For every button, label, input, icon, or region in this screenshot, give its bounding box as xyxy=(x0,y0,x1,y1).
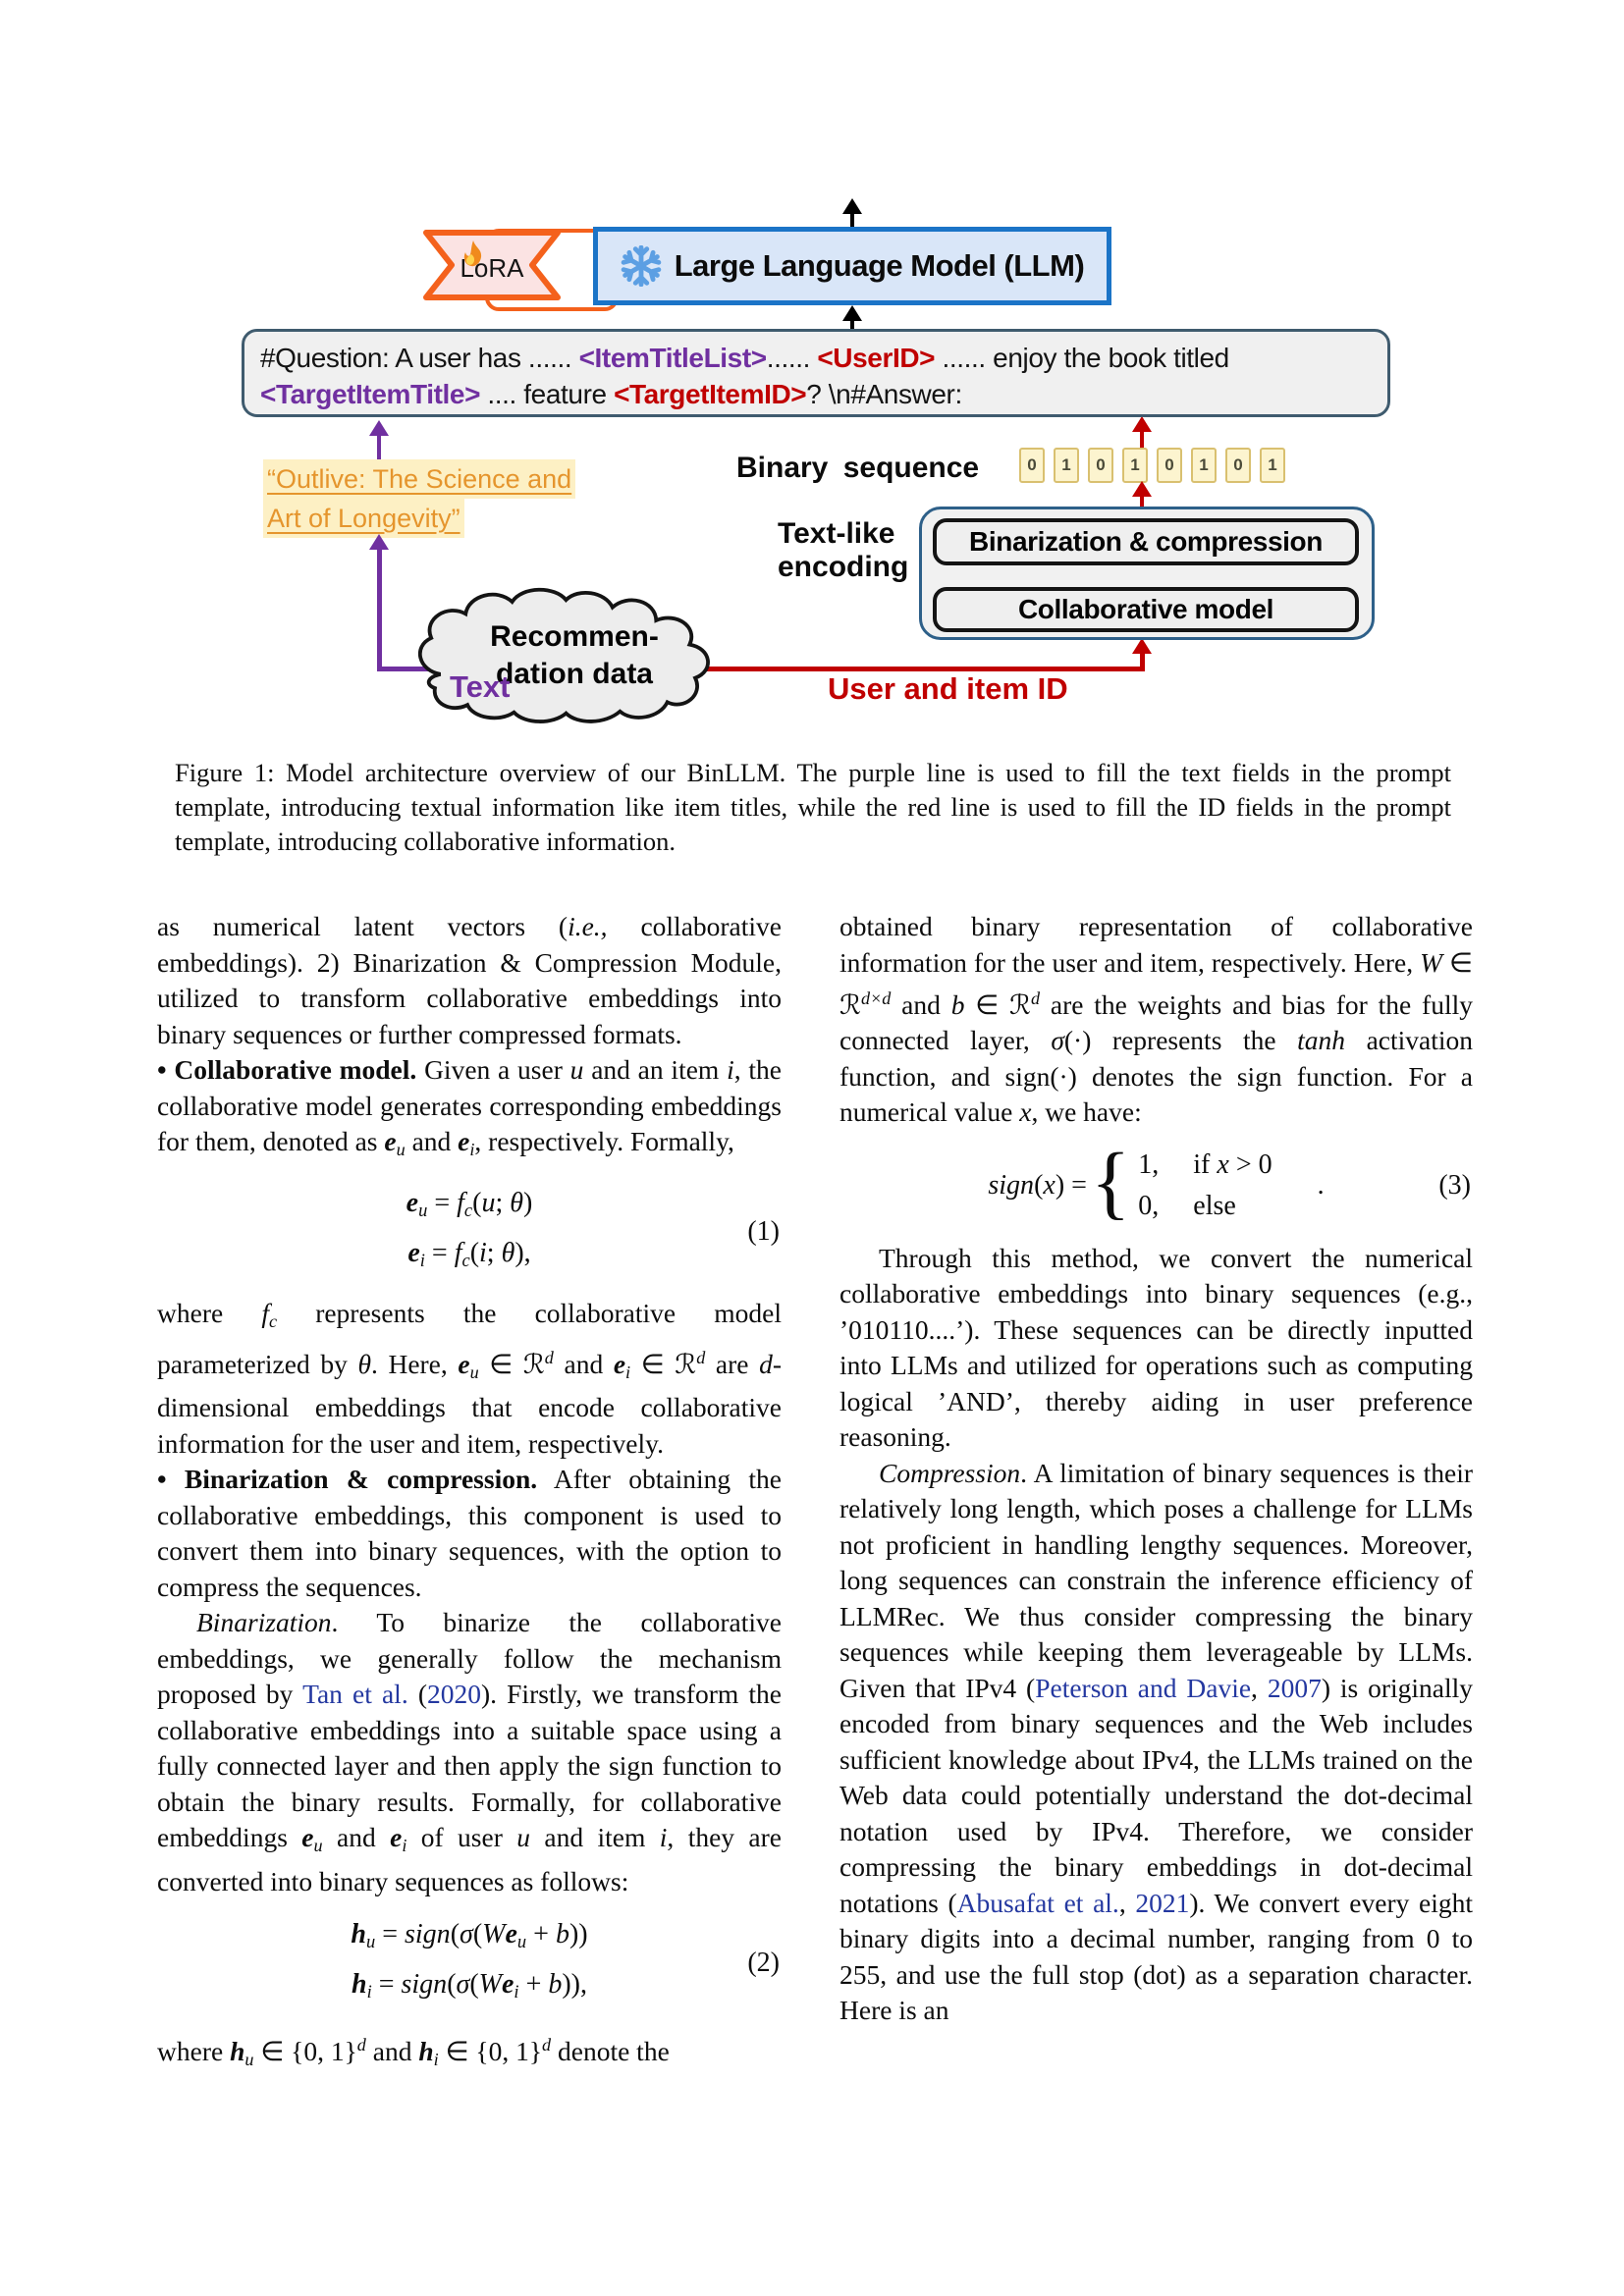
text-segment: u xyxy=(516,1822,531,1853)
text-segment: u xyxy=(365,1932,376,1952)
text-segment: ). We convert every eight binary digits into a decimal number, ranging from 0 to 255, and use the full stop (dot) as a separation character. Here is an xyxy=(839,1887,1474,2026)
text-segment: sign xyxy=(405,1919,451,1950)
text-segment: + xyxy=(518,1969,549,2001)
cloud-line-1: Recommen- xyxy=(490,620,659,653)
text-segment: θ xyxy=(357,1348,371,1379)
text-segment: W xyxy=(482,1919,506,1950)
text-segment: of user xyxy=(406,1822,517,1853)
text-segment: h xyxy=(351,1969,367,2001)
arrow-line-title-to-prompt xyxy=(377,435,381,459)
text-segment: else xyxy=(1193,1190,1236,1221)
text-segment: )), xyxy=(562,1969,588,2001)
paragraph xyxy=(157,1052,782,1168)
arrow-line-encoder-to-binary xyxy=(1140,495,1144,507)
cases-body xyxy=(1138,1145,1272,1227)
text-segment: e xyxy=(407,1237,420,1268)
text-segment: c xyxy=(461,1250,470,1270)
binarization-compression-box: Binarization & compression xyxy=(933,518,1359,565)
text-segment: and xyxy=(891,988,951,1020)
text-segment: ∈ ℛ xyxy=(964,988,1031,1020)
citation-link[interactable]: 2021 xyxy=(1135,1887,1190,1918)
item-title-line-1: “Outlive: The Science and xyxy=(263,459,575,499)
text-segment: denote the xyxy=(551,2036,670,2067)
equation-line xyxy=(406,1182,533,1232)
text-segment: e xyxy=(390,1822,403,1853)
text-segment: i xyxy=(514,1982,519,2002)
citation-link[interactable]: Peterson and Davie xyxy=(1035,1672,1252,1703)
equation-number: (1) xyxy=(747,1215,780,1247)
text-segment: .... feature xyxy=(480,379,615,409)
arrow-line-prompt-to-llm xyxy=(850,319,854,329)
binary-digit: 0 xyxy=(1088,448,1113,483)
text-segment: ) = xyxy=(1055,1169,1087,1201)
citation-link[interactable]: 2020 xyxy=(426,1679,481,1710)
text-segment: u xyxy=(418,1200,428,1220)
paragraph xyxy=(157,2027,782,2078)
text-segment: ) xyxy=(523,1187,533,1218)
text-segment: d xyxy=(544,1347,554,1367)
prompt-template-box xyxy=(242,329,1390,417)
text-segment: tanh xyxy=(1297,1025,1346,1056)
text-segment: u xyxy=(469,1362,479,1382)
text-segment: #Question: A user has ...... xyxy=(260,343,579,373)
text-segment: h xyxy=(418,2036,434,2067)
paragraph xyxy=(157,1462,782,1605)
text-segment: ( xyxy=(407,1679,427,1710)
prompt-line-2 xyxy=(260,376,1372,412)
snowflake-icon xyxy=(621,245,662,287)
text-segment: d xyxy=(759,1348,773,1379)
item-title-line-2: Art of Longevity” xyxy=(263,499,464,538)
text-segment: , the collaborative model generates corresponding embeddings for them, denoted as xyxy=(157,1054,782,1156)
text-segment: = xyxy=(424,1237,455,1268)
equation-1 xyxy=(157,1182,782,1282)
item-title-text xyxy=(263,459,617,538)
text-segment: and an item xyxy=(583,1054,728,1085)
binary-digit: 1 xyxy=(1191,448,1217,483)
text-segment: b xyxy=(555,1919,569,1950)
text-segment: . Here, xyxy=(370,1348,459,1379)
text-segment: ( xyxy=(472,1919,483,1950)
case-row xyxy=(1138,1145,1272,1186)
text-segment: . To binarize the collaborative embeddings, we generally follow the mechanism proposed by xyxy=(157,1607,782,1710)
text-segment: where xyxy=(157,2036,231,2067)
text-segment: i xyxy=(727,1054,734,1085)
purple-edge-vertical xyxy=(377,548,382,671)
cases-brace: { xyxy=(1090,1137,1131,1229)
left-column xyxy=(157,909,782,2078)
text-segment: After obtaining the collaborative embeddings, this component is used to convert them into binary sequences, with the option to compress the sequences. xyxy=(157,1464,783,1602)
text-segment: b xyxy=(950,988,965,1020)
text-segment: f xyxy=(457,1187,464,1218)
text-segment: W xyxy=(1420,946,1443,978)
paragraph xyxy=(157,1296,782,1462)
text-segment: • Collaborative model. xyxy=(157,1054,417,1085)
text-segment: e xyxy=(406,1187,419,1218)
red-edge-vertical xyxy=(1140,652,1145,668)
text-segment: ( xyxy=(1034,1169,1044,1201)
equation-line xyxy=(351,1913,587,1963)
text-segment: u xyxy=(313,1836,323,1856)
text-segment: if xyxy=(1193,1148,1218,1180)
paragraph xyxy=(157,1605,782,1899)
right-column xyxy=(839,909,1473,2029)
binary-digit: 1 xyxy=(1122,448,1148,483)
equation-number: (2) xyxy=(747,1948,780,1979)
text-segment: f xyxy=(261,1297,269,1328)
text-segment: c xyxy=(268,1311,278,1331)
text-segment: ), xyxy=(514,1237,531,1268)
text-edge-label: Text xyxy=(450,669,511,704)
text-segment: ; xyxy=(486,1237,502,1268)
text-segment: Compression xyxy=(879,1457,1021,1488)
case-value: 1, xyxy=(1138,1148,1160,1180)
paragraph xyxy=(839,909,1473,1131)
text-segment: ). Firstly, we transform the collaborative embeddings into a suitable space using a fully connected layer and then apply the sign function to obtain the binary results. Formally, for collaborative embeddings xyxy=(157,1679,782,1853)
text-like-line-1: Text-like xyxy=(778,517,895,550)
text-like-line-2: encoding xyxy=(778,551,909,583)
text-segment: ? \n#Answer: xyxy=(806,379,962,409)
binary-digit: 0 xyxy=(1019,448,1045,483)
text-segment: ∈ ℛ xyxy=(478,1348,545,1379)
llm-box xyxy=(593,227,1111,305)
text-segment: and xyxy=(405,1126,459,1156)
text-segment: )) xyxy=(568,1919,588,1950)
arrow-line-binary-to-prompt xyxy=(1140,430,1144,448)
text-segment: e xyxy=(458,1126,470,1156)
text-segment: ∈ {0, 1} xyxy=(253,2036,357,2067)
llm-label: Large Language Model (LLM) xyxy=(674,248,1085,283)
citation-link[interactable]: Abusafat et al. xyxy=(956,1887,1119,1918)
text-segment: i.e., xyxy=(568,911,608,941)
text-segment: d xyxy=(542,2035,552,2056)
text-segment: i xyxy=(625,1362,631,1382)
text-segment: i xyxy=(469,1140,475,1160)
binary-digit: 0 xyxy=(1157,448,1182,483)
text-segment: , we have: xyxy=(1031,1096,1142,1128)
text-segment: i xyxy=(659,1822,668,1853)
text-segment: sign xyxy=(988,1169,1035,1201)
text-segment: = xyxy=(375,1919,405,1950)
text-segment: ) is originally encoded from binary sequences and the Web includes sufficient knowledge about IPv4, the LLMs trained on the Web data could potentially understand the dot-decimal notation used by IPv4. Therefore, we consider compressing the binary embeddings in dot-decimal notations ( xyxy=(839,1672,1473,1918)
case-value: 0, xyxy=(1138,1190,1160,1221)
text-segment: <ItemTitleList> xyxy=(578,343,767,373)
text-segment: ( xyxy=(469,1237,480,1268)
arrow-line-llm-output xyxy=(850,213,854,228)
text-segment: (·) represents the xyxy=(1063,1025,1298,1056)
text-segment: e xyxy=(501,1969,514,2001)
text-segment: x xyxy=(1043,1169,1056,1201)
text-segment: activation function, and sign(·) denotes the sign function. For a numerical value xyxy=(839,1025,1474,1128)
text-like-encoding-label xyxy=(778,517,908,584)
text-segment: i xyxy=(366,1982,372,2002)
text-segment: and xyxy=(322,1822,391,1853)
text-segment: u xyxy=(396,1140,406,1160)
text-segment: obtained binary representation of collaborative information for the user and item, respectively. Here, xyxy=(839,911,1473,978)
text-segment: and item xyxy=(530,1822,660,1853)
text-segment: i xyxy=(433,2050,439,2070)
text-segment: i xyxy=(419,1250,425,1270)
paragraph xyxy=(157,909,782,1052)
text-segment: > 0 xyxy=(1228,1148,1272,1180)
text-segment: e xyxy=(505,1919,517,1950)
text-segment: ∈ ℛ xyxy=(839,946,1473,1020)
equation-3 xyxy=(839,1137,1473,1229)
text-segment: = xyxy=(427,1187,458,1218)
prompt-line-1 xyxy=(260,340,1372,376)
text-segment: h xyxy=(230,2036,245,2067)
text-segment: σ xyxy=(460,1919,473,1950)
arrow-up-title-to-prompt xyxy=(369,420,389,436)
text-segment: + xyxy=(526,1919,556,1950)
text-segment: , xyxy=(1118,1887,1136,1918)
text-segment: <UserID> xyxy=(817,343,936,373)
text-segment: ; xyxy=(495,1187,511,1218)
text-segment: θ xyxy=(510,1187,523,1218)
text-segment: Through this method, we convert the numerical collaborative embeddings into binary sequences (e.g., ’010110....’). These sequences can be directly inputted into LLMs and utilized for operations such as computing logical ’AND’, thereby aiding in user preference reasoning. xyxy=(839,1242,1473,1453)
text-segment: <TargetItemID> xyxy=(614,379,807,409)
text-segment: and xyxy=(553,1348,614,1379)
equation-lead xyxy=(988,1164,1087,1207)
text-segment: Given a user xyxy=(416,1054,570,1085)
figure-caption: Figure 1: Model architecture overview of our BinLLM. The purple line is used to fill the text fields in the prompt template, introducing textual information like item titles, while the red line is used to fill the ID fields in the prompt template, introducing collaborative information. xyxy=(175,758,1451,856)
binary-digit: 1 xyxy=(1054,448,1079,483)
equation-tail: . xyxy=(1317,1169,1325,1201)
binary-digit: 0 xyxy=(1225,448,1251,483)
text-segment: ∈ ℛ xyxy=(630,1348,697,1379)
text-segment: , xyxy=(1251,1672,1268,1703)
equation-line xyxy=(352,1963,587,2013)
text-segment: -dimensional embeddings that encode collaborative information for the user and item, respectively. xyxy=(157,1348,782,1459)
text-segment: are xyxy=(705,1348,760,1379)
text-segment: e xyxy=(384,1126,397,1156)
text-segment: • Binarization & compression. xyxy=(157,1464,538,1495)
equation-line xyxy=(407,1232,530,1282)
text-segment: and xyxy=(365,2036,419,2067)
citation-link[interactable]: Tan et al. xyxy=(302,1679,408,1710)
equation-2 xyxy=(157,1913,782,2013)
text-segment: u xyxy=(516,1932,527,1952)
text-segment: = xyxy=(371,1969,402,2001)
case-condition xyxy=(1193,1186,1236,1227)
equation-number: (3) xyxy=(1438,1169,1471,1201)
id-edge-label: User and item ID xyxy=(828,671,1068,706)
text-segment: i xyxy=(479,1237,487,1268)
text-segment: u xyxy=(569,1054,584,1085)
text-segment: ∈ {0, 1} xyxy=(438,2036,543,2067)
text-segment: x xyxy=(1217,1148,1229,1180)
text-segment: σ xyxy=(456,1969,470,2001)
collaborative-model-box: Collaborative model xyxy=(933,587,1359,632)
text-segment: e xyxy=(458,1348,470,1379)
text-segment: ...... enjoy the book titled xyxy=(935,343,1229,373)
arrow-up-llm-output xyxy=(842,198,862,214)
text-segment: x xyxy=(1019,1096,1032,1128)
case-row xyxy=(1138,1186,1272,1227)
text-segment: c xyxy=(463,1200,473,1220)
text-segment: , respectively. Formally, xyxy=(474,1126,734,1156)
text-segment: d xyxy=(1031,988,1041,1008)
lora-label: LoRA xyxy=(460,253,524,283)
text-segment: h xyxy=(351,1919,366,1950)
text-segment: ( xyxy=(450,1919,460,1950)
text-segment: are the weights and bias for the fully connected layer, xyxy=(839,988,1473,1056)
cloud-line-2: dation data xyxy=(495,658,653,690)
text-segment: ...... xyxy=(766,343,818,373)
text-segment: ( xyxy=(469,1969,479,2001)
text-segment: , they are converted into binary sequences as follows: xyxy=(157,1822,782,1896)
text-segment: where xyxy=(157,1297,262,1328)
binary-sequence-label: Binary sequence xyxy=(736,452,980,484)
case-condition xyxy=(1193,1145,1272,1186)
text-segment: d×d xyxy=(860,988,892,1008)
text-segment: θ xyxy=(501,1237,515,1268)
text-segment: . A limitation of binary sequences is their relatively long length, which poses a challenge for LLMs not proficient in handling lengthy sequences. Moreover, long sequences can constrain the inference efficiency of LLMRec. We thus consider compressing the binary sequences while keeping them leverageable by LLMs. Given that IPv4 ( xyxy=(839,1457,1473,1703)
text-segment: f xyxy=(454,1237,462,1268)
text-segment: e xyxy=(301,1822,314,1853)
text-segment: d xyxy=(356,2035,366,2056)
paragraph xyxy=(839,1456,1473,2029)
text-segment: ( xyxy=(472,1187,482,1218)
text-segment: u xyxy=(244,2050,254,2070)
text-segment: i xyxy=(402,1836,407,1856)
binary-digit: 1 xyxy=(1260,448,1285,483)
text-segment: sign xyxy=(401,1969,448,2001)
text-segment: represents the collaborative model parameterized by xyxy=(157,1297,782,1379)
paragraph xyxy=(839,1241,1473,1456)
text-segment: σ xyxy=(1051,1025,1064,1056)
text-segment: W xyxy=(478,1969,502,2001)
text-segment: u xyxy=(481,1187,496,1218)
citation-link[interactable]: 2007 xyxy=(1267,1672,1322,1703)
text-segment: <TargetItemTitle> xyxy=(260,379,481,409)
text-segment: d xyxy=(696,1347,706,1367)
text-segment: ( xyxy=(447,1969,457,2001)
text-segment: collaborative embeddings). 2) Binarization & Compression Module, utilized to transform collaborative embeddings into binary sequences or further compressed formats. xyxy=(157,911,782,1049)
binary-digit-row xyxy=(1019,448,1285,483)
text-segment: b xyxy=(548,1969,563,2001)
text-segment: e xyxy=(613,1348,626,1379)
text-segment: Binarization xyxy=(196,1607,332,1638)
text-segment: as numerical latent vectors ( xyxy=(157,911,568,941)
